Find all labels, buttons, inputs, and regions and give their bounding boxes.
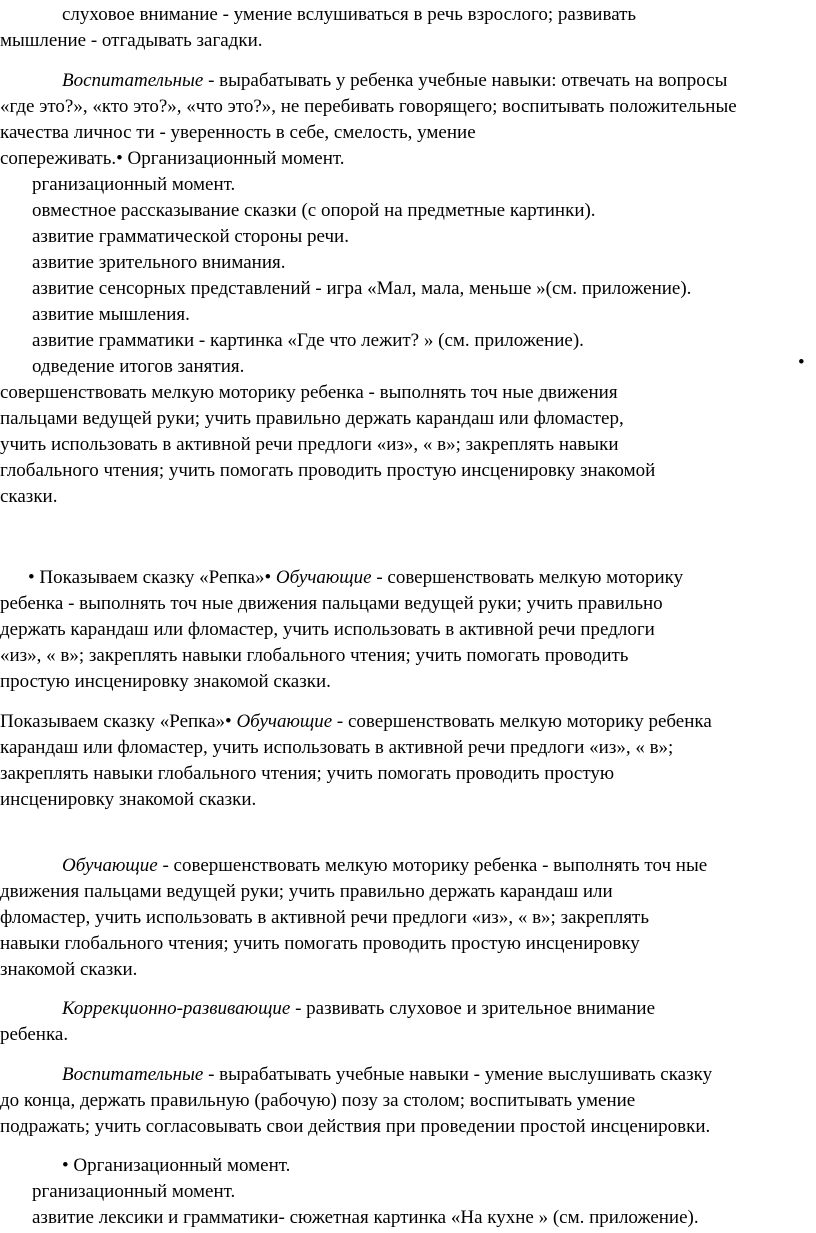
text-line: движения пальцами ведущей руки; учить правильно держать карандаш или [0,881,613,902]
text-line: ребенка. [0,1024,69,1045]
text-line: рганизационный момент. [32,1181,236,1202]
text-line [0,711,712,733]
text-span: • Показываем сказку «Репка»• [28,567,272,588]
text-line: одведение итогов занятия. [32,356,245,377]
text-line: рганизационный момент. [32,174,236,195]
text-line: «где это?», «кто это?», «что это?», не перебивать говорящего; воспитывать положительные [0,96,737,117]
text-line: карандаш или фломастер, учить использовать в активной речи предлоги «из», « в»; [0,737,674,758]
text-line: ребенка - выполнять точ ные движения пальцами ведущей руки; учить правильно [0,593,663,614]
text-line: азвитие грамматики - картинка «Где что лежит? » (см. приложение). [32,330,584,351]
text-line: инсценировку знакомой сказки. [0,789,257,810]
text-span: - вырабатывать учебные навыки - умение выслушивать сказку [203,1064,713,1085]
text-line: фломастер, учить использовать в активной речи предлоги «из», « в»; закреплять [0,907,650,928]
section-label: Воспитательные [62,70,204,91]
text-line [62,998,655,1020]
text-line: пальцами ведущей руки; учить правильно держать карандаш или фломастер, [0,408,624,429]
text-line [62,1064,712,1086]
text-line: простую инсценировку знакомой сказки. [0,671,331,692]
text-line: овместное рассказывание сказки (с опорой на предметные картинки). [32,200,596,221]
text-line: азвитие зрительного внимания. [32,252,286,273]
text-span: - развивать слуховое и зрительное внимание [290,998,656,1019]
section-label: Воспитательные [62,1064,204,1085]
text-line: качества личнос ти - уверенность в себе, смелость, умение [0,122,476,143]
bullet-icon: • [798,352,805,373]
text-span: - совершенствовать мелкую моторику [371,567,684,588]
text-line: «из», « в»; закреплять навыки глобального чтения; учить помогать проводить [0,645,629,666]
text-line: знакомой сказки. [0,959,138,980]
text-line: азвитие лексики и грамматики- сюжетная картинка «На кухне » (см. приложение). [32,1207,699,1228]
text-line: слуховое внимание - умение вслушиваться в речь взрослого; развивать [62,4,637,25]
text-line: глобального чтения; учить помогать проводить простую инсценировку знакомой [0,460,656,481]
section-label: Обучающие [236,711,333,732]
text-line [62,855,707,877]
text-line [28,567,683,589]
section-label: Обучающие [275,567,372,588]
text-span: - вырабатывать у ребенка учебные навыки: отвечать на вопросы [203,70,728,91]
text-line: закреплять навыки глобального чтения; учить помогать проводить простую [0,763,615,784]
text-line: мышление - отгадывать загадки. [0,30,263,51]
section-label: Коррекционно-развивающие [62,998,291,1019]
text-line: держать карандаш или фломастер, учить использовать в активной речи предлоги [0,619,655,640]
text-line: азвитие сенсорных представлений - игра «Мал, мала, меньше »(см. приложение). [32,278,692,299]
text-span: Показываем сказку «Репка»• [0,711,232,732]
text-line: навыки глобального чтения; учить помогать проводить простую инсценировку [0,933,640,954]
text-line: сопереживать.• Организационный момент. [0,148,345,169]
text-line: сказки. [0,486,58,507]
text-line: до конца, держать правильную (рабочую) позу за столом; воспитывать умение [0,1090,636,1111]
text-line: азвитие мышления. [32,304,190,325]
text-line: • Организационный момент. [62,1155,291,1176]
text-span: - совершенствовать мелкую моторику ребенка [332,711,712,732]
text-line: азвитие грамматической стороны речи. [32,226,349,247]
text-line: совершенствовать мелкую моторику ребенка - выполнять точ ные движения [0,382,618,403]
section-label: Обучающие [62,855,158,876]
text-line [62,70,727,92]
text-line: учить использовать в активной речи предлоги «из», « в»; закреплять навыки [0,434,619,455]
text-span: - совершенствовать мелкую моторику ребенка - выполнять точ ные [157,855,708,876]
text-line: подражать; учить согласовывать свои действия при проведении простой инсценировки. [0,1116,711,1137]
